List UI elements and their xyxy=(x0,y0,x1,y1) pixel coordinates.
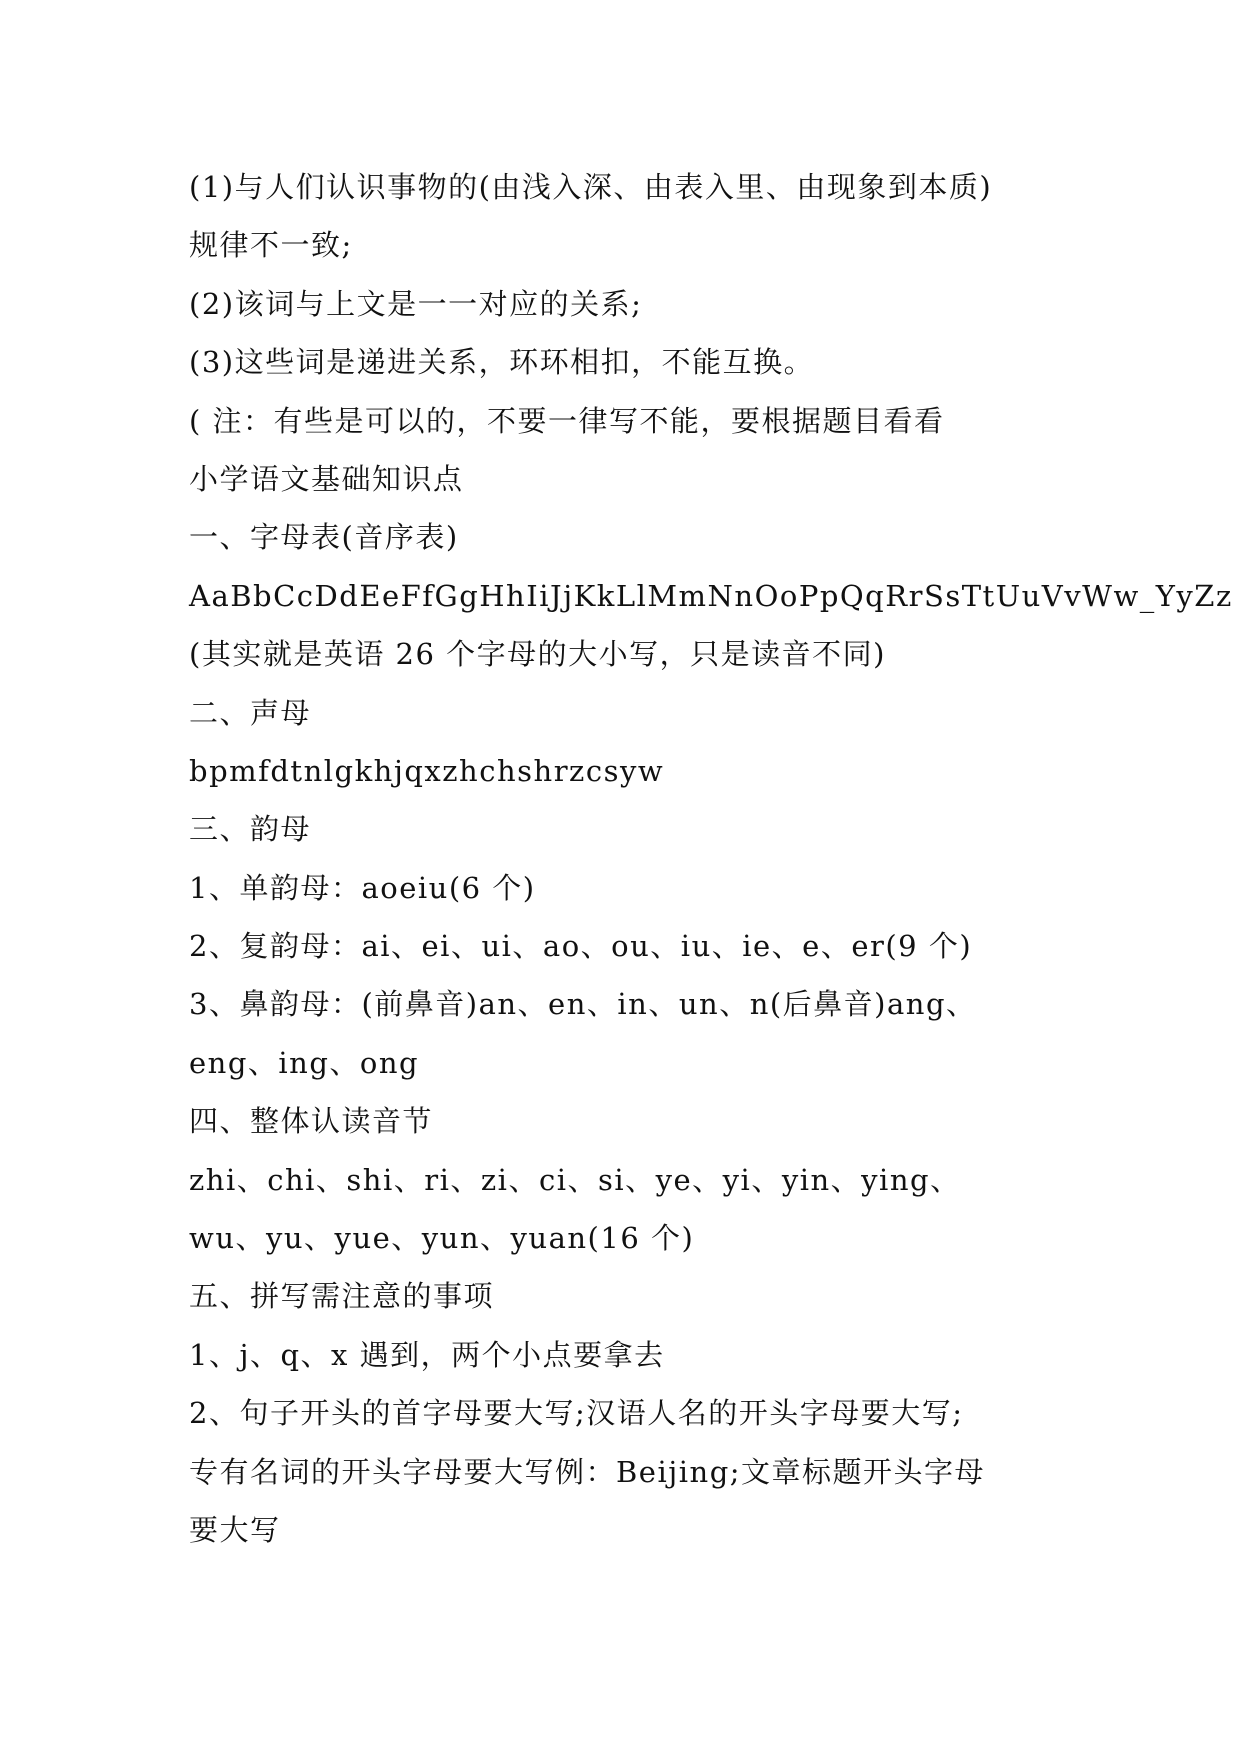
text-line: bpmfdtnlgkhjqxzhchshrzcsyw xyxy=(189,753,665,788)
text-line: AaBbCcDdEeFfGgHhIiJjKkLlMmNnOoPpQqRrSsTtUuVvWw_YyZz xyxy=(189,578,1233,613)
document-body xyxy=(189,158,1233,1559)
text-line: wu、yu、yue、yun、yuan(16 个) xyxy=(189,1221,695,1256)
text-line: zhi、chi、shi、ri、zi、ci、si、ye、yi、yin、ying、 xyxy=(189,1162,961,1197)
heading: 四、整体认读音节 xyxy=(189,1104,434,1139)
heading: 一、字母表(音序表) xyxy=(189,520,459,555)
text-line: (3)这些词是递进关系，环环相扣，不能互换。 xyxy=(189,345,815,380)
text-line: 专有名词的开头字母要大写例：Beijing;文章标题开头字母 xyxy=(189,1454,986,1489)
text-line: ( 注：有些是可以的，不要一律写不能，要根据题目看看 xyxy=(189,403,945,438)
text-line: 1、j、q、x 遇到，两个小点要拿去 xyxy=(189,1337,665,1372)
heading: 二、声母 xyxy=(189,695,312,730)
section-title: 小学语文基础知识点 xyxy=(189,461,464,496)
text-line: (1)与人们认识事物的(由浅入深、由表入里、由现象到本质) xyxy=(189,170,993,204)
text-line: (2)该词与上文是一一对应的关系; xyxy=(189,286,643,321)
text-line: 3、鼻韵母：(前鼻音)an、en、in、un、n(后鼻音)ang、 xyxy=(189,987,977,1022)
text-line: 规律不一致; xyxy=(189,228,353,263)
text-line: 1、单韵母：aoeiu(6 个) xyxy=(189,870,536,905)
text-line: 2、复韵母：ai、ei、ui、ao、ou、iu、ie、e、er(9 个) xyxy=(189,929,973,964)
text-line: 要大写 xyxy=(189,1512,281,1547)
heading: 五、拼写需注意的事项 xyxy=(189,1279,495,1314)
text-line: 2、句子开头的首字母要大写;汉语人名的开头字母要大写; xyxy=(189,1396,964,1431)
text-line: (其实就是英语 26 个字母的大小写，只是读音不同) xyxy=(189,637,886,672)
text-line: eng、ing、ong xyxy=(189,1045,420,1080)
heading: 三、韵母 xyxy=(189,812,312,847)
